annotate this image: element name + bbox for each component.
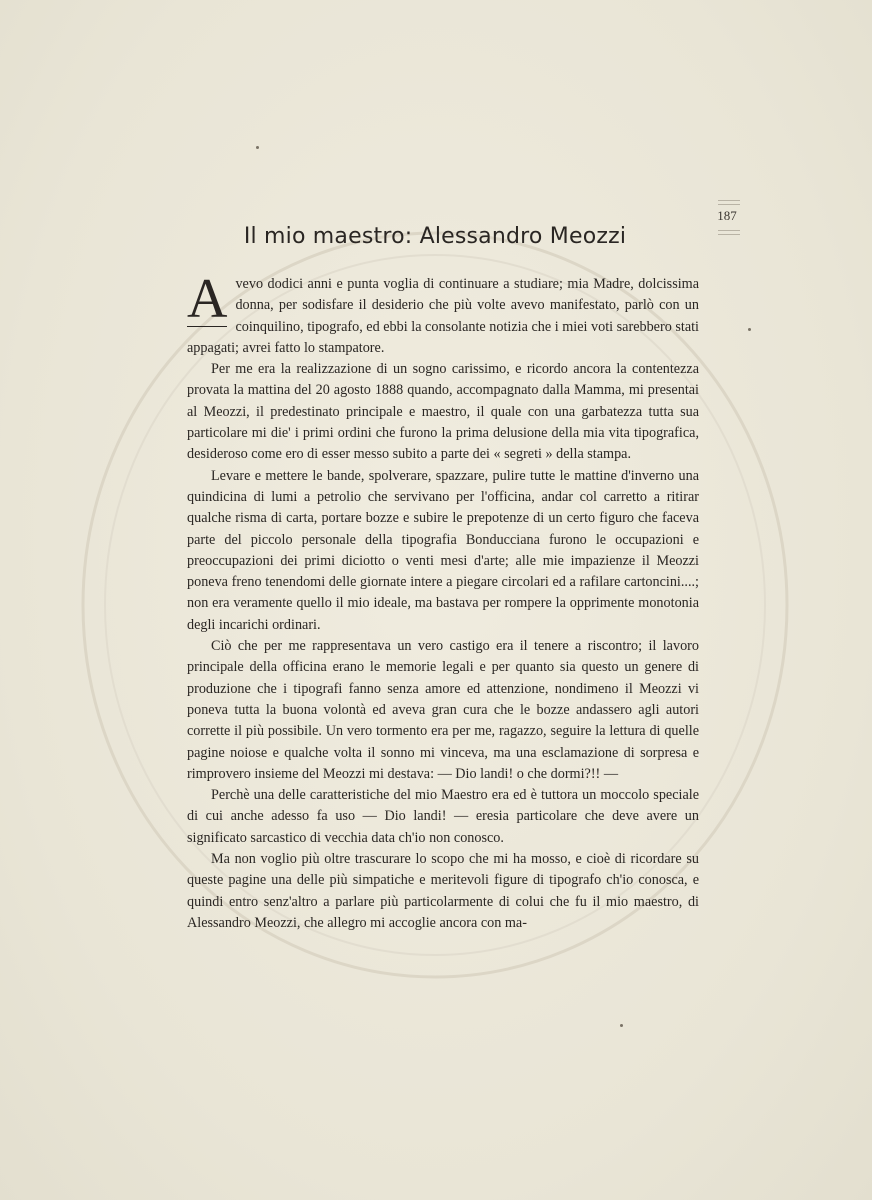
paper-speck [620,1024,623,1027]
paragraph-1-text: vevo dodici anni e punta voglia di continuare a studiare; mia Madre, dolcissima donna, per sodisfare il desiderio che più volte avevo manifestato, parlò con un coinquilino, tipografo, ed ebbi la consolante notizia che i miei voti sarebbero stati appagati; avrei fatto lo stampatore. [187,276,699,356]
paragraph-3: Levare e mettere le bande, spolverare, spazzare, pulire tutte le mattine d'inverno una quindicina di lumi a petrolio che servivano per l'officina, andar col carretto a ritirar qualche risma di carta, portare bozze e subire le prepotenze di un certo figuro che faceva parte del piccolo personale della tipografia Bonducciana furono le occupazioni e preoccupazioni dei primi diciotto o venti mesi d'arte; alle mie impazienze il Meozzi poneva freno tenendomi delle giornate intere a piegare circolari ed a rafilare cartoncini....; non era veramente quello il mio ideale, ma bastava per rompere la opprimente monotonia degli incarichi ordinari. [187,467,699,633]
paper-speck [748,328,751,331]
page-number-rule-bottom [718,230,740,231]
drop-cap: A [187,268,228,330]
paragraph-4: Ciò che per me rappresentava un vero castigo era il tenere a riscontro; il lavoro principale della officina erano le memorie legali e per quanto sia questo un genere di produzione che i tipografi fanno senza amore ed attenzione, nondimeno il Meozzi vi poneva tutta la buona volontà ed aveva gran cura che le bozze andassero agli autori corrette il più possibile. Un vero tormento era per me, ragazzo, seguire la lettura di quelle pagine noiose e qualche volta il sonno mi vinceva, ma una esclamazione di sorpresa e rimprovero insieme del Meozzi mi destava: — Dio landi! o che dormi?!! — [187,638,699,782]
page-number-rule-top [718,200,740,201]
paragraph-2: Per me era la realizzazione di un sogno carissimo, e ricordo ancora la contentezza provata la mattina del 20 agosto 1888 quando, accompagnato dalla Mamma, mi presentai al Meozzi, il predestinato principale e maestro, il quale con una garbatezza tutta sua particolare mi die' i primi ordini che furono la prima delusione della mia vita tipografica, desideroso come ero di esser messo subito a parte dei « segreti » della stampa. [187,361,699,463]
paper-speck [256,146,259,149]
page-number-rule-bottom-2 [718,234,740,235]
page-number-rule-top-2 [718,204,740,205]
paragraph-6: Ma non voglio più oltre trascurare lo scopo che mi ha mosso, e cioè di ricordare su queste pagine una delle più simpatiche e meritevoli figure di tipografo ch'io conosca, e quindi entro senz'altro a parlare più particolarmente di colui che fu il mio maestro, di Alessandro Meozzi, che allegro mi accoglie ancora con ma- [187,851,699,931]
paragraph-1 [187,268,699,359]
page-number: 187 [717,208,737,223]
paragraph-5: Perchè una delle caratteristiche del mio Maestro era ed è tuttora un moccolo speciale di cui anche adesso fa uso — Dio landi! — eresia particolare che deve avere un significato sarcastico di vecchia data ch'io non conosco. [187,787,699,846]
article-title: Il mio maestro: Alessandro Meozzi [243,224,627,249]
article-body [187,268,699,934]
